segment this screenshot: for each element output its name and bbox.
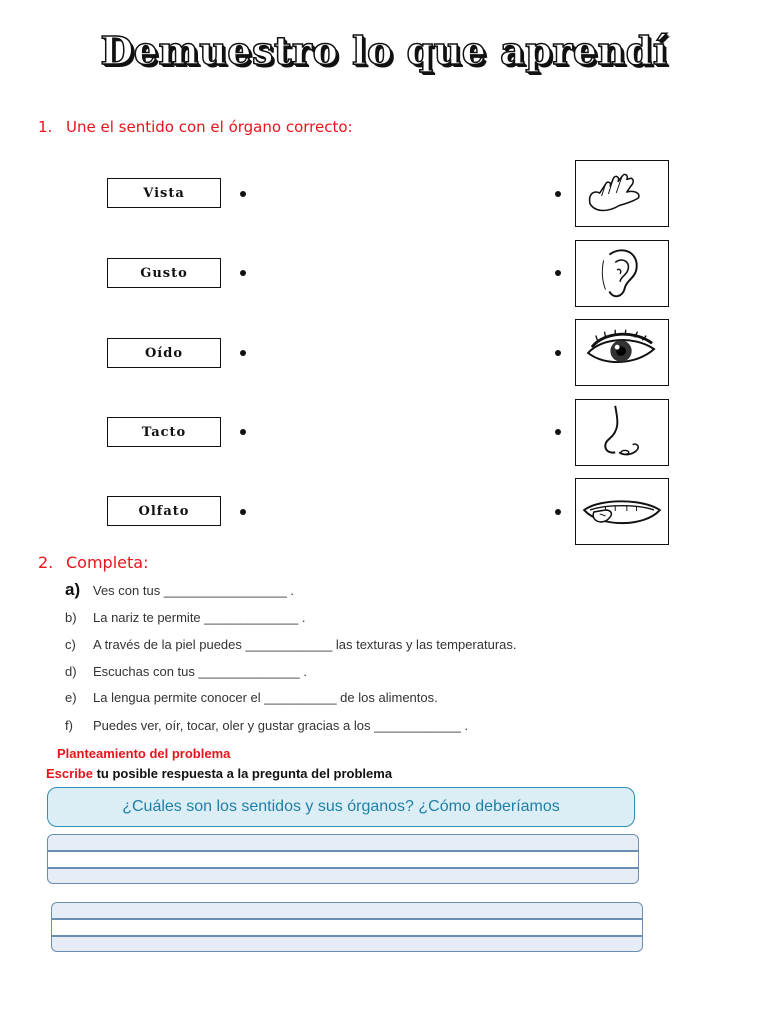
mouth-icon [576, 479, 668, 544]
right-match-dot[interactable] [555, 429, 561, 435]
problem-title: Planteamiento del problema [57, 746, 231, 761]
fill-item-b [65, 610, 306, 625]
problem-instruction [46, 766, 392, 781]
right-match-dot[interactable] [555, 270, 561, 276]
item-text: La lengua permite conocer el __________ de los alimentos. [93, 690, 438, 705]
ear-icon [576, 241, 668, 306]
fill-item-f [65, 718, 468, 733]
sense-box-gusto: Gusto [107, 258, 221, 288]
writing-band [48, 850, 638, 867]
sense-box-vista: Vista [107, 178, 221, 208]
right-match-dot[interactable] [555, 509, 561, 515]
item-letter: d) [65, 664, 77, 679]
item-text: Escuchas con tus ______________ . [93, 664, 307, 679]
instruction-text: tu posible respuesta a la pregunta del problema [92, 766, 393, 781]
eye-icon [576, 320, 668, 385]
organ-box-nose [575, 399, 669, 466]
sense-box-oido: Oído [107, 338, 221, 368]
instruction-keyword: Escribe [46, 766, 93, 781]
question-1-text: Une el sentido con el órgano correcto: [66, 118, 353, 136]
fill-item-c [65, 637, 517, 652]
hand-icon [576, 161, 668, 226]
fill-item-e [65, 690, 438, 705]
left-match-dot[interactable] [240, 191, 246, 197]
problem-question-box: ¿Cuáles son los sentidos y sus órganos? ¿Cómo deberíamos [47, 787, 635, 827]
writing-line [48, 850, 638, 852]
answer-lines-2[interactable] [51, 902, 643, 952]
left-match-dot[interactable] [240, 270, 246, 276]
item-text: Puedes ver, oír, tocar, oler y gustar gracias a los ____________ . [93, 718, 469, 733]
left-match-dot[interactable] [240, 429, 246, 435]
organ-box-eye [575, 319, 669, 386]
item-text: Ves con tus _________________ . [93, 583, 294, 598]
item-letter: f) [65, 718, 73, 733]
organ-box-hand [575, 160, 669, 227]
left-match-dot[interactable] [240, 509, 246, 515]
right-match-dot[interactable] [555, 191, 561, 197]
nose-icon [576, 400, 668, 465]
sense-box-olfato: Olfato [107, 496, 221, 526]
writing-line [52, 918, 642, 920]
page-title: Demuestro lo que aprendí [100, 28, 668, 73]
question-2 [38, 553, 148, 572]
item-letter: e) [65, 690, 77, 705]
item-letter: a) [65, 580, 81, 599]
item-text: La nariz te permite _____________ . [93, 610, 306, 625]
fill-item-a [65, 580, 294, 600]
item-letter: b) [65, 610, 77, 625]
organ-box-mouth [575, 478, 669, 545]
question-2-number: 2. [38, 553, 54, 572]
writing-line [48, 867, 638, 869]
item-letter: c) [65, 637, 76, 652]
organ-box-ear [575, 240, 669, 307]
writing-line [52, 935, 642, 937]
sense-box-tacto: Tacto [107, 417, 221, 447]
question-1-number: 1. [38, 118, 53, 136]
question-2-text: Completa: [66, 553, 149, 572]
left-match-dot[interactable] [240, 350, 246, 356]
answer-lines-1[interactable] [47, 834, 639, 884]
question-1 [38, 118, 353, 136]
item-text: A través de la piel puedes ____________ las texturas y las temperaturas. [93, 637, 517, 652]
writing-band [52, 918, 642, 935]
right-match-dot[interactable] [555, 350, 561, 356]
fill-item-d [65, 664, 307, 679]
